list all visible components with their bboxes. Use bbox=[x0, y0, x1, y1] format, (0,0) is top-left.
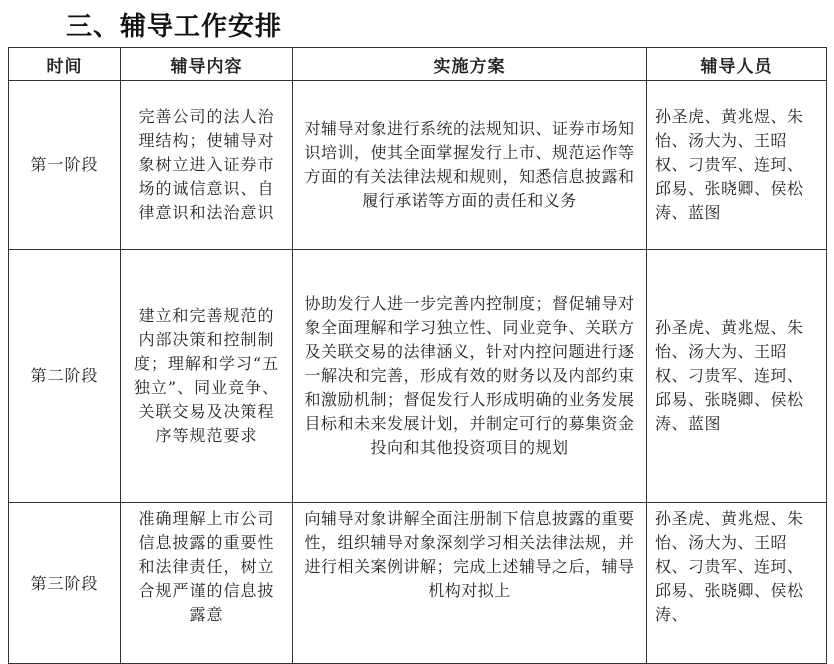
table-row bbox=[9, 503, 827, 664]
table-row bbox=[9, 81, 827, 250]
staff-text: 孙圣虎、黄兆煜、朱怡、汤大为、王昭权、刁贵军、连珂、邱易、张晓卿、侯松涛、蓝图 bbox=[655, 318, 804, 433]
plan-text: 对辅导对象进行系统的法规知识、证券市场知识培训，使其全面掌握发行上市、规范运作等方面的有关法律法规和规则，知悉信息披露和履行承诺等方面的责任和义务 bbox=[304, 119, 635, 210]
staff-cell bbox=[647, 81, 827, 250]
guidance-schedule-table bbox=[8, 47, 827, 664]
content-text: 建立和完善规范的内部决策和控制制度；理解和学习“五独立”、同业竞争、关联交易及决策程序等规范要求 bbox=[133, 306, 280, 445]
phase-label: 第二阶段 bbox=[30, 366, 99, 385]
table-header-row bbox=[9, 48, 827, 81]
content-cell bbox=[121, 250, 293, 503]
phase-cell bbox=[9, 503, 121, 664]
plan-text: 向辅导对象讲解全面注册制下信息披露的重要性，组织辅导对象深刻学习相关法律法规，并进行相关案例讲解；完成上述辅导之后，辅导机构对拟上 bbox=[304, 509, 635, 600]
staff-cell bbox=[647, 503, 827, 664]
content-cell bbox=[121, 503, 293, 664]
plan-cell bbox=[293, 250, 647, 503]
section-title: 三、辅导工作安排 bbox=[66, 12, 283, 42]
staff-cell bbox=[647, 250, 827, 503]
header-plan: 实施方案 bbox=[293, 48, 647, 81]
header-staff: 辅导人员 bbox=[647, 48, 827, 81]
phase-cell bbox=[9, 250, 121, 503]
staff-text: 孙圣虎、黄兆煜、朱怡、汤大为、王昭权、刁贵军、连珂、邱易、张晓卿、侯松涛、 bbox=[655, 509, 804, 624]
table-row bbox=[9, 250, 827, 503]
content-cell bbox=[121, 81, 293, 250]
plan-cell bbox=[293, 81, 647, 250]
phase-cell bbox=[9, 81, 121, 250]
staff-text: 孙圣虎、黄兆煜、朱怡、汤大为、王昭权、刁贵军、连珂、邱易、张晓卿、侯松涛、蓝图 bbox=[655, 107, 804, 222]
header-time: 时间 bbox=[9, 48, 121, 81]
plan-text: 协助发行人进一步完善内控制度；督促辅导对象全面理解和学习独立性、同业竞争、关联方及关联交易的法律涵义，针对内控问题进行逐一解决和完善，形成有效的财务以及内部约束和激励机制；督促发行人形成明确的业务发展目标和未来发展计划，并制定可行的募集资金投向和其他投资项目的规划 bbox=[304, 294, 635, 457]
phase-label: 第一阶段 bbox=[30, 155, 99, 174]
plan-cell bbox=[293, 503, 647, 664]
content-text: 准确理解上市公司信息披露的重要性和法律责任，树立合规严谨的信息披露意 bbox=[138, 509, 275, 624]
header-content: 辅导内容 bbox=[121, 48, 293, 81]
phase-label: 第三阶段 bbox=[30, 574, 99, 593]
content-text: 完善公司的法人治理结构；使辅导对象树立进入证券市场的诚信意识、自律意识和法治意识 bbox=[138, 107, 275, 222]
